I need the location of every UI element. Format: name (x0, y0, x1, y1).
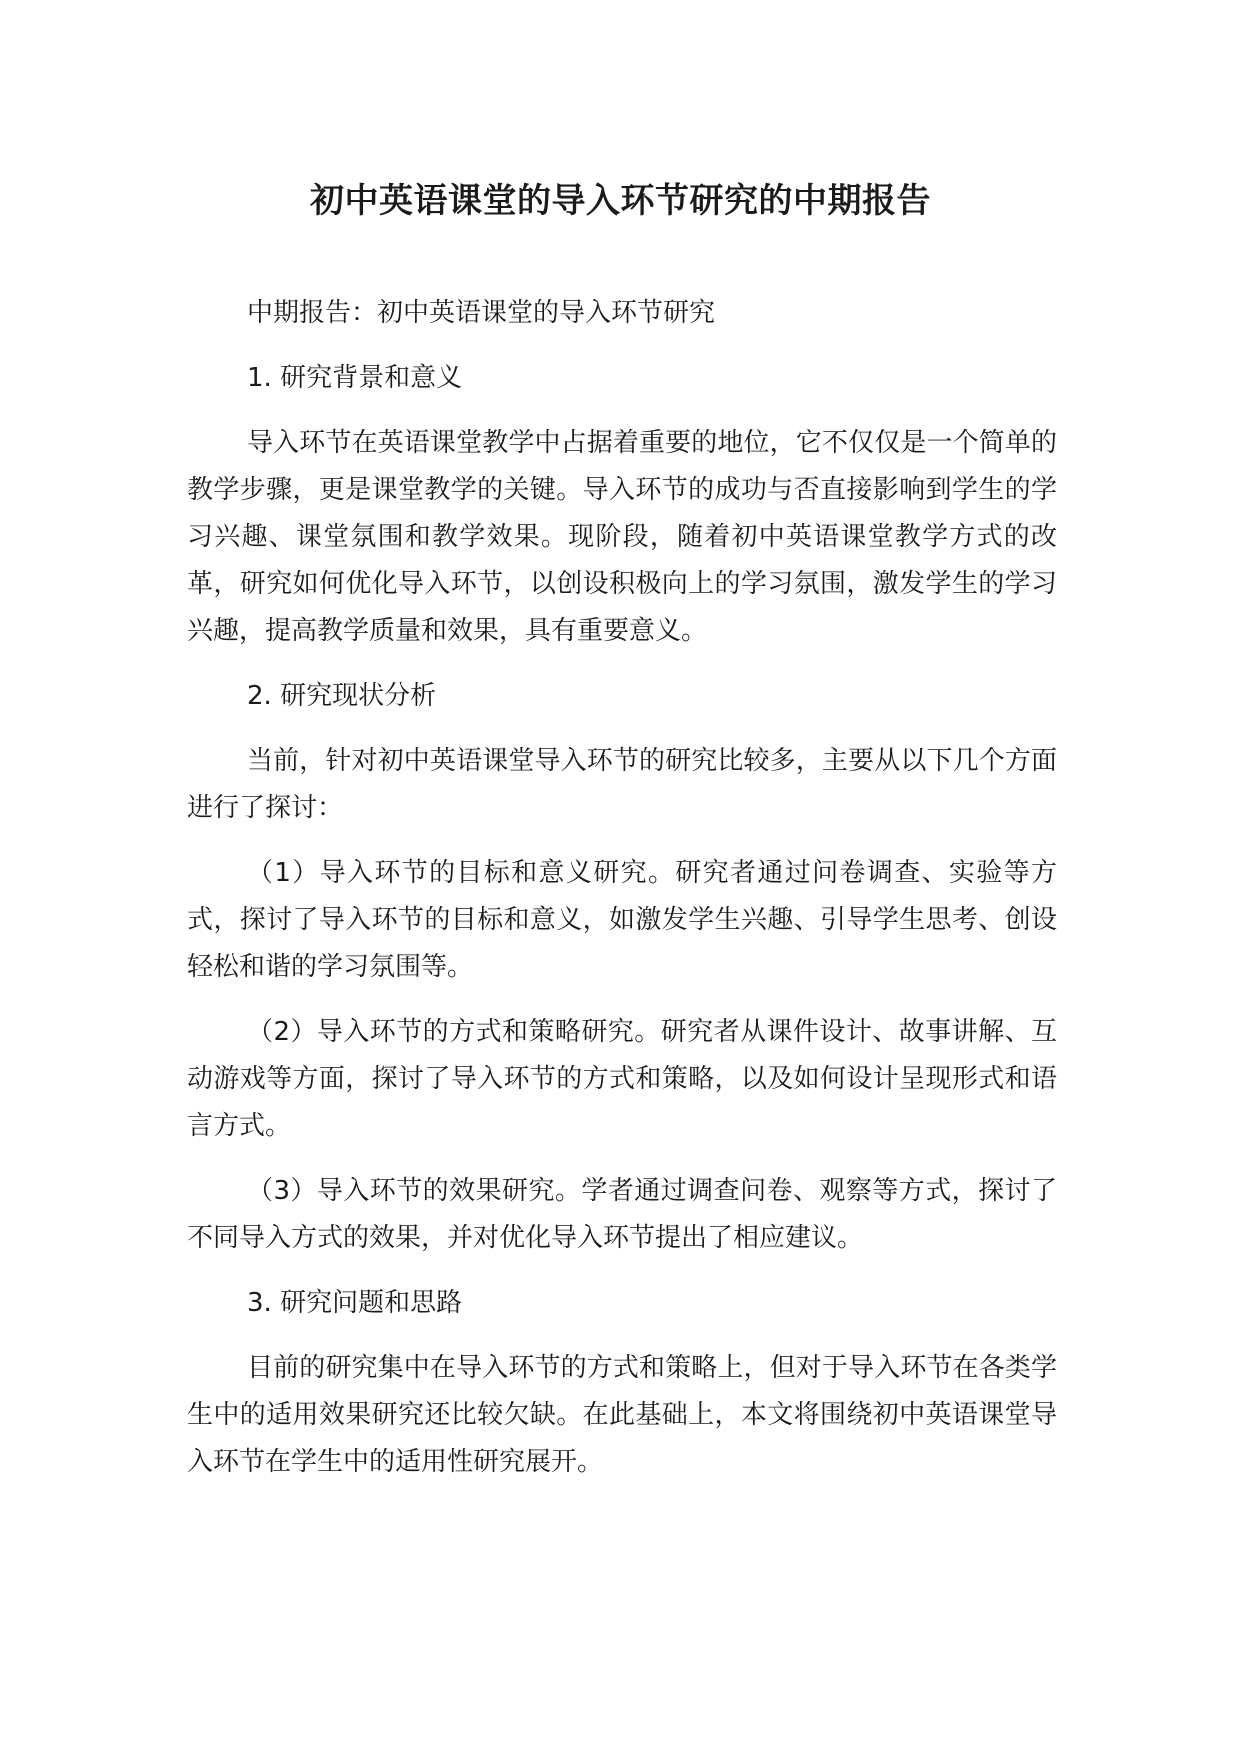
section-2-intro: 当前，针对初中英语课堂导入环节的研究比较多，主要从以下几个方面进行了探讨： (187, 746, 1057, 823)
report-subtitle: 中期报告：初中英语课堂的导入环节研究 (247, 298, 716, 328)
document-title: 初中英语课堂的导入环节研究的中期报告 (310, 181, 931, 221)
section-2-heading: 2. 研究现状分析 (247, 681, 437, 711)
section-3-heading: 3. 研究问题和思路 (247, 1288, 463, 1318)
section-2-item-3: （3）导入环节的效果研究。学者通过调查问卷、观察等方式，探讨了不同导入方式的效果，并对优化导入环节提出了相应建议。 (187, 1176, 1057, 1253)
section-1-paragraph: 导入环节在英语课堂教学中占据着重要的地位，它不仅仅是一个简单的教学步骤，更是课堂教学的关键。导入环节的成功与否直接影响到学生的学习兴趣、课堂氛围和教学效果。现阶段，随着初中英语课堂教学方式的改革，研究如何优化导入环节，以创设积极向上的学习氛围，激发学生的学习兴趣，提高教学质量和效果，具有重要意义。 (187, 428, 1057, 646)
section-3-paragraph: 目前的研究集中在导入环节的方式和策略上，但对于导入环节在各类学生中的适用效果研究还比较欠缺。在此基础上，本文将围绕初中英语课堂导入环节在学生中的适用性研究展开。 (187, 1353, 1057, 1477)
section-1-heading: 1. 研究背景和意义 (247, 363, 463, 393)
document-body (187, 290, 1057, 1504)
section-2-item-2: （2）导入环节的方式和策略研究。研究者从课件设计、故事讲解、互动游戏等方面，探讨了导入环节的方式和策略，以及如何设计呈现形式和语言方式。 (187, 1017, 1057, 1141)
section-2-item-1: （1）导入环节的目标和意义研究。研究者通过问卷调查、实验等方式，探讨了导入环节的目标和意义，如激发学生兴趣、引导学生思考、创设轻松和谐的学习氛围等。 (187, 858, 1057, 982)
